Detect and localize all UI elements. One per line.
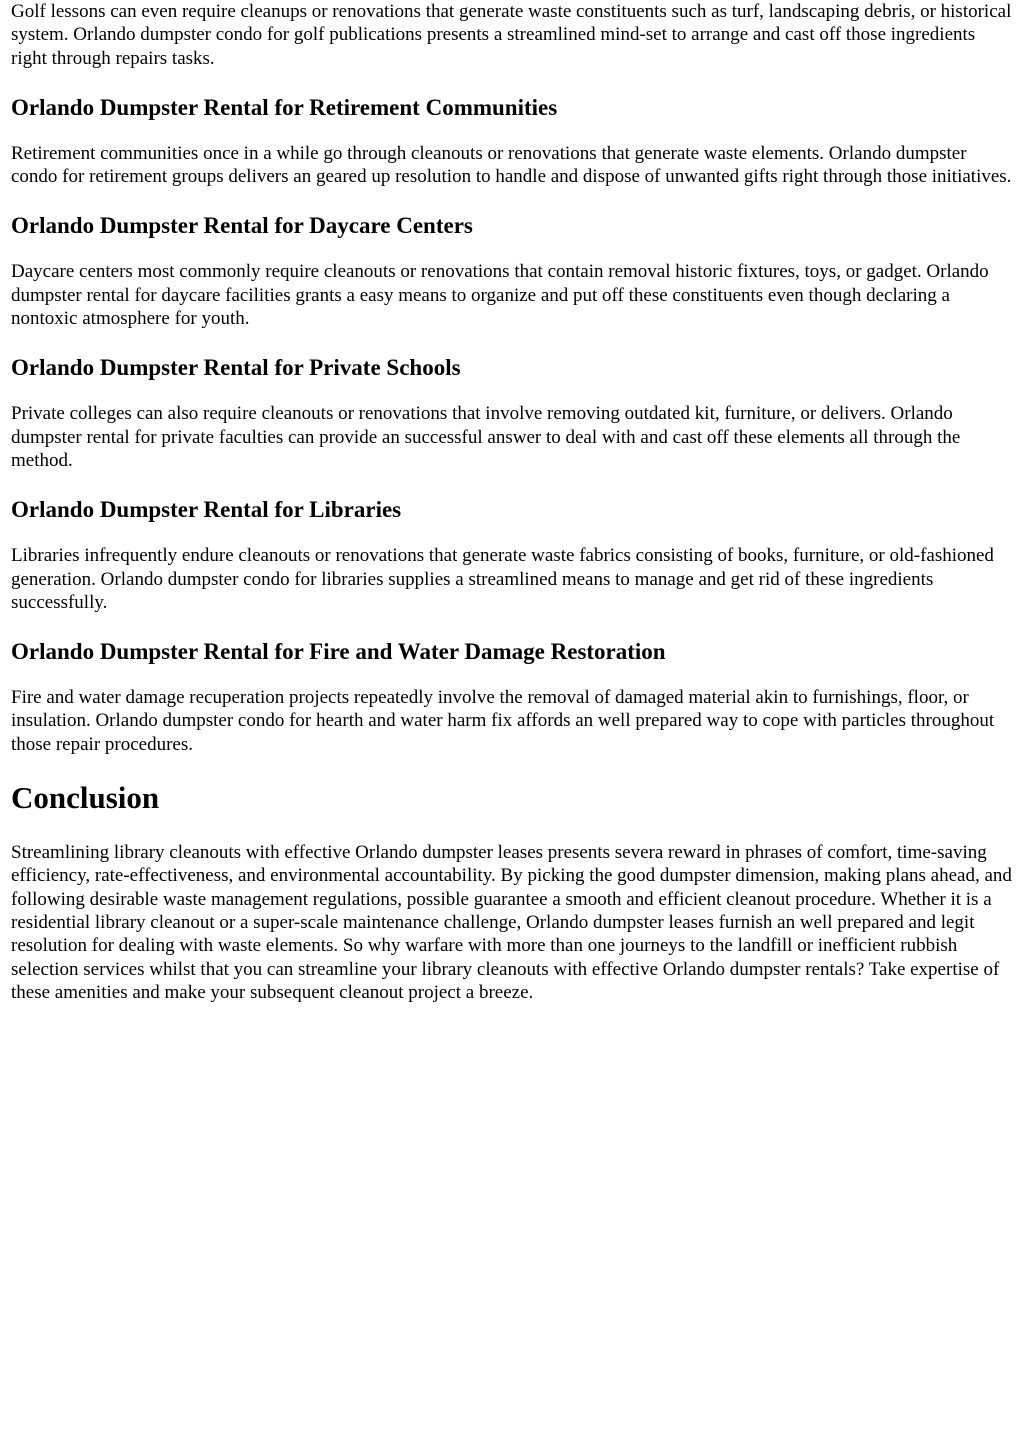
section-paragraph: Fire and water damage recuperation projects repeatedly involve the removal of damaged material akin to furnishings, floor, or insulation. Orlando dumpster condo for hearth and water harm fix affords an well prepared way to cope with particles throughout those repair procedures.	[11, 687, 995, 755]
section-private-schools	[11, 354, 1013, 472]
conclusion-heading: Conclusion	[11, 780, 160, 816]
intro-paragraph: Golf lessons can even require cleanups or renovations that generate waste constituents such as turf, landscaping debris, or historical system. Orlando dumpster condo for golf publications presents a streamlined mind-set to arrange and cast off those ingredients right through repairs tasks.	[11, 1, 1012, 69]
section-fire-water-damage	[11, 638, 1013, 756]
section-heading: Orlando Dumpster Rental for Retirement Communities	[11, 94, 558, 120]
section-paragraph: Daycare centers most commonly require cleanouts or renovations that contain removal historic fixtures, toys, or gadget. Orlando dumpster rental for daycare facilities grants a easy means to organize and put off these constituents even though declaring a nontoxic atmosphere for youth.	[11, 261, 989, 330]
section-daycare-centers	[11, 212, 1013, 330]
section-paragraph: Libraries infrequently endure cleanouts or renovations that generate waste fabrics consisting of books, furniture, or old-fashioned generation. Orlando dumpster condo for libraries supplies a streamlined means to manage and get rid of these ingredients successfully.	[11, 545, 994, 613]
conclusion-paragraph: Streamlining library cleanouts with effective Orlando dumpster leases presents severa reward in phrases of comfort, time-saving efficiency, rate-effectiveness, and environmental accountability. By picking the good dumpster dimension, making plans ahead, and following desirable waste management regulations, possible guarantee a smooth and efficient cleanout procedure. Whether it is a residential library cleanout or a super-scale maintenance challenge, Orlando dumpster leases furnish an well prepared and legit resolution for dealing with waste elements. So why warfare with more than one journeys to the landfill or inefficient rubbish selection services whilst that you can streamline your library cleanouts with effective Orlando dumpster rentals? Take expertise of these amenities and make your subsequent cleanout project a breeze.	[11, 842, 1012, 1003]
conclusion-section	[11, 779, 1013, 1004]
section-paragraph: Private colleges can also require cleanouts or renovations that involve removing outdated kit, furniture, or delivers. Orlando dumpster rental for private faculties can provide an successful answer to deal with and cast off these elements all through the method.	[11, 403, 961, 471]
section-heading: Orlando Dumpster Rental for Private Schools	[11, 355, 461, 381]
section-retirement-communities	[11, 94, 1013, 189]
section-heading: Orlando Dumpster Rental for Daycare Centers	[11, 213, 473, 239]
section-paragraph: Retirement communities once in a while go through cleanouts or renovations that generate waste elements. Orlando dumpster condo for retirement groups delivers an geared up resolution to handle and dispose of unwanted gifts right through those initiatives.	[11, 142, 1012, 188]
section-heading: Orlando Dumpster Rental for Fire and Water Damage Restoration	[11, 639, 666, 665]
section-heading: Orlando Dumpster Rental for Libraries	[11, 497, 402, 523]
section-libraries	[11, 496, 1013, 614]
